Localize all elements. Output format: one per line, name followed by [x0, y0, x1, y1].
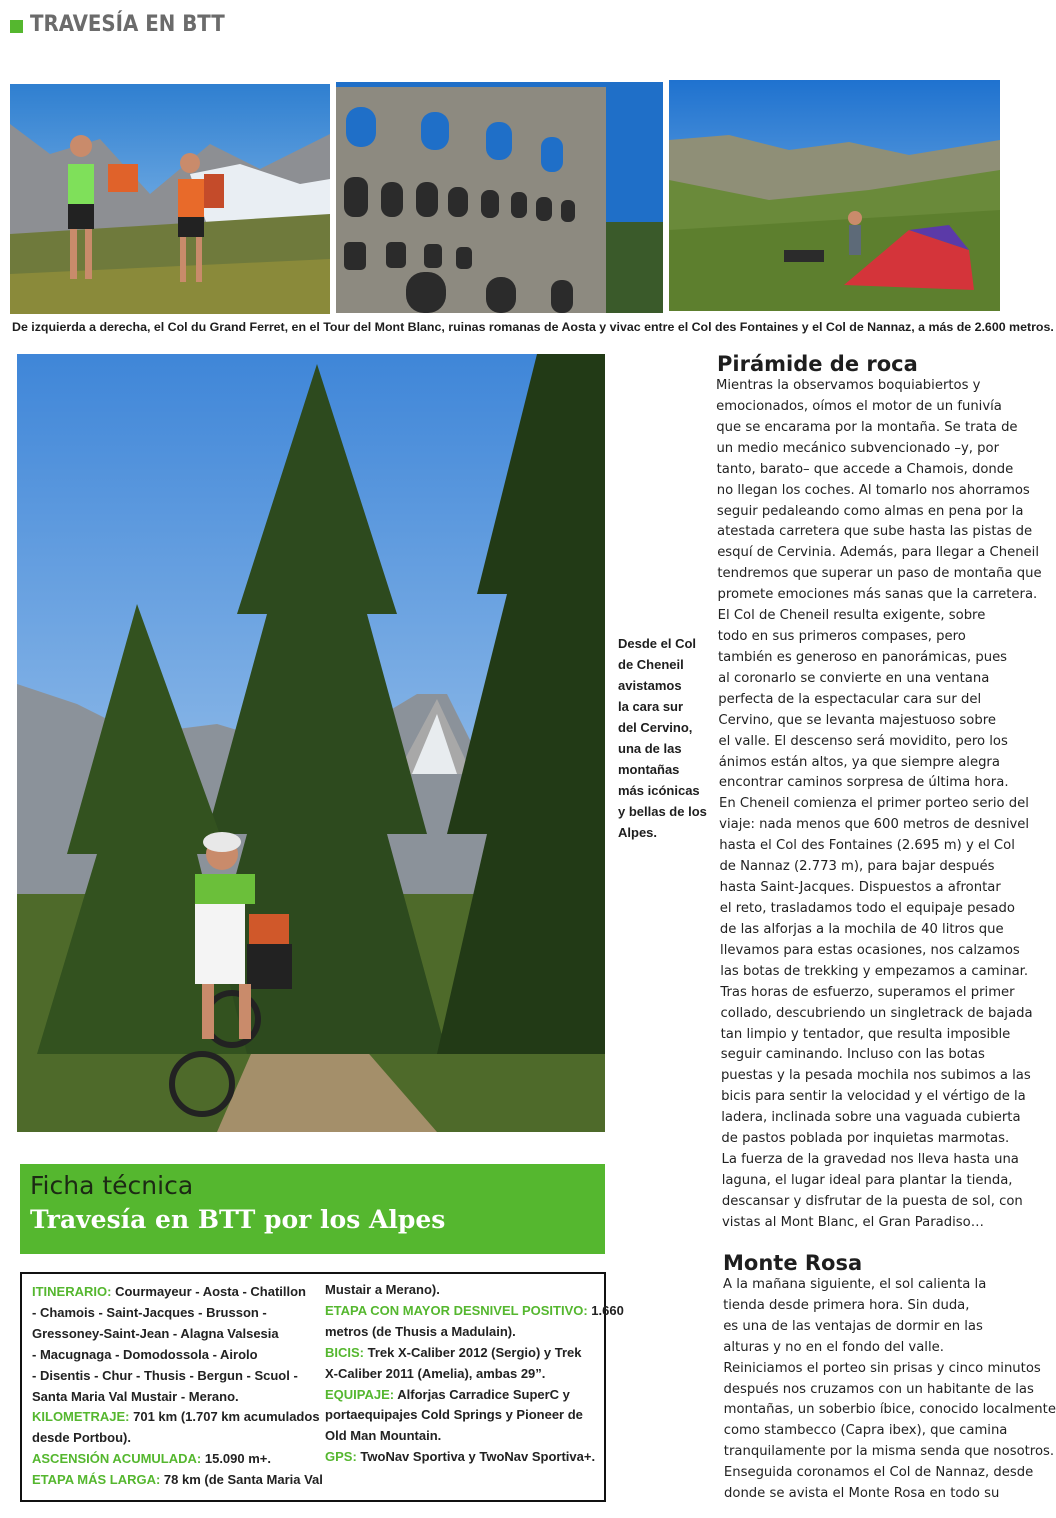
paragraph-line: seguir pedaleando como almas en pena por la: [716, 503, 1024, 519]
paragraph-line: ladera, inclinada sobre una vaguada cubierta: [721, 1110, 1021, 1126]
paragraph-line: de pastos poblada por inquietas marmotas.: [721, 1131, 1010, 1147]
ficha-row: [32, 1409, 320, 1424]
caption-line: una de las: [618, 741, 682, 756]
hikers-photo: [10, 84, 330, 314]
caption-line: avistamos: [618, 678, 682, 693]
paragraph-line: montañas, un soberbio íbice, conocido localmente: [723, 1402, 1056, 1418]
ficha-value: Santa Maria Val Mustair - Merano.: [32, 1388, 239, 1404]
ficha-right-column: [325, 1282, 624, 1492]
paragraph-line: vistas al Mont Blanc, el Gran Paradiso…: [722, 1214, 984, 1230]
section-body-piramide: [716, 378, 1042, 1248]
paragraph-line: hasta el Col des Fontaines (2.695 m) y el Col: [719, 838, 1015, 854]
paragraph-line: Mientras la observamos boquiabiertos y: [716, 378, 981, 393]
caption-line: de Cheneil: [618, 657, 684, 672]
ficha-label: KILOMETRAJE:: [32, 1409, 130, 1425]
ficha-label: ETAPA CON MAYOR DESNIVEL POSITIVO:: [325, 1302, 588, 1318]
paragraph-line: hasta Saint-Jacques. Dispuestos a afrontar: [719, 880, 1001, 896]
paragraph-line: después nos cruzamos con un habitante de las: [723, 1381, 1034, 1397]
section-title: TRAVESÍA EN BTT: [30, 12, 225, 37]
paragraph-line: descansar y disfrutar de la puesta de sol, con: [721, 1193, 1023, 1209]
ficha-label: ITINERARIO:: [32, 1284, 112, 1299]
paragraph-line: todo en sus primeros compases, pero: [717, 629, 966, 645]
paragraph-line: las botas de trekking y empezamos a caminar.: [720, 963, 1029, 979]
ficha-label: ASCENSIÓN ACUMULADA:: [32, 1451, 202, 1467]
paragraph-line: tendremos que superar un paso de montaña que: [717, 566, 1042, 582]
paragraph-line: llevamos para estas ocasiones, nos calzamos: [720, 942, 1020, 958]
ficha-value: - Macugnaga - Domodossola - Airolo: [32, 1346, 258, 1362]
paragraph-line: donde se avista el Monte Rosa en todo su: [724, 1486, 1000, 1501]
ficha-row: [32, 1368, 298, 1383]
paragraph-line: ánimos están altos, ya que siempre alegra: [718, 754, 1000, 770]
paragraph-line: La fuerza de la gravedad nos lleva hasta una: [721, 1152, 1019, 1168]
ficha-row: [325, 1449, 595, 1464]
ficha-value: desde Portbou).: [32, 1430, 131, 1446]
ficha-row: [32, 1430, 131, 1445]
ficha-label: EQUIPAJE:: [325, 1386, 395, 1402]
ficha-row: [325, 1345, 582, 1360]
ficha-value: Mustair a Merano).: [325, 1282, 440, 1297]
paragraph-line: collado, descubriendo un singletrack de bajada: [720, 1005, 1033, 1021]
ficha-row: [32, 1284, 306, 1299]
ficha-value: - Chamois - Saint-Jacques - Brusson -: [32, 1304, 267, 1320]
ficha-row: [325, 1324, 516, 1339]
ficha-row: [325, 1366, 545, 1381]
ficha-row: [325, 1303, 624, 1318]
section-body-monte-rosa: [723, 1277, 1056, 1512]
cyclist-forest-photo: [17, 354, 605, 1132]
caption-line: más icónicas: [618, 783, 700, 798]
ficha-value: Old Man Mountain.: [325, 1428, 442, 1444]
paragraph-line: alturas y no en el fondo del valle.: [723, 1339, 944, 1355]
ficha-subtitle: Travesía en BTT por los Alpes: [30, 1205, 446, 1234]
paragraph-line: como stambecco (Capra ibex), que camina: [723, 1423, 1008, 1439]
ficha-left-column: [32, 1284, 322, 1494]
ficha-value: metros (de Thusis a Madulain).: [325, 1323, 516, 1339]
ficha-row: [325, 1387, 570, 1402]
ficha-row: [32, 1347, 258, 1362]
ficha-value: Alforjas Carradice SuperC y: [394, 1386, 570, 1402]
ficha-title: Ficha técnica: [30, 1171, 194, 1200]
ficha-label: GPS:: [325, 1449, 357, 1465]
ficha-value: Trek X-Caliber 2012 (Sergio) y Trek: [364, 1344, 582, 1360]
section-marker: [10, 20, 23, 33]
paragraph-line: tanto, barato– que accede a Chamois, donde: [716, 461, 1014, 477]
paragraph-line: El Col de Cheneil resulta exigente, sobre: [717, 608, 986, 624]
ficha-value: 1.660: [587, 1302, 624, 1318]
caption-line: montañas: [618, 762, 680, 777]
camp-tent-photo: [669, 80, 1000, 311]
paragraph-line: emocionados, oímos el motor de un funivía: [716, 398, 1002, 414]
paragraph-line: el reto, trasladamos todo el equipaje pesado: [719, 901, 1015, 916]
paragraph-line: viaje: nada menos que 600 metros de desnivel: [719, 817, 1030, 833]
paragraph-line: tranquilamente por la misma senda que nosotros.: [723, 1444, 1055, 1460]
paragraph-line: laguna, el lugar ideal para plantar la tienda,: [721, 1172, 1013, 1188]
ficha-row: [325, 1407, 583, 1422]
paragraph-line: un medio mecánico subvencionado –y, por: [716, 440, 999, 456]
paragraph-line: Reiniciamos el porteo sin prisas y cinco minutos: [723, 1360, 1041, 1376]
ficha-value: TwoNav Sportiva y TwoNav Sportiva+.: [356, 1449, 596, 1465]
paragraph-line: esquí de Cervinia. Además, para llegar a Cheneil: [717, 545, 1039, 561]
caption-line: Alpes.: [618, 825, 658, 840]
paragraph-line: tienda desde primera hora. Sin duda,: [723, 1297, 970, 1313]
paragraph-line: de las alforjas a la mochila de 40 litros que: [719, 921, 1004, 937]
ficha-row: [32, 1451, 271, 1466]
paragraph-line: atestada carretera que sube hasta las pistas de: [717, 524, 1033, 540]
paragraph-line: seguir caminando. Incluso con las botas: [720, 1047, 985, 1063]
paragraph-line: perfecta de la espectacular cara sur del: [718, 691, 982, 707]
ficha-row: [32, 1389, 239, 1404]
paragraph-line: tan limpio y tentador, que resulta imposible: [720, 1026, 1011, 1042]
ficha-value: portaequipajes Cold Springs y Pioneer de: [325, 1407, 583, 1423]
paragraph-line: encontrar caminos sorpresa de última hora.: [718, 775, 1009, 791]
roman-ruins-photo: [336, 82, 663, 313]
ficha-value: 78 km (de Santa Maria Val: [160, 1472, 323, 1488]
paragraph-line: es una de las ventajas de dormir en las: [723, 1318, 983, 1334]
ficha-row: [32, 1305, 267, 1320]
caption-line: Desde el Col: [618, 636, 697, 651]
ficha-row: [325, 1282, 440, 1297]
paragraph-line: el valle. El descenso será movidito, pero los: [718, 733, 1008, 749]
ficha-value: 15.090 m+.: [201, 1451, 271, 1467]
paragraph-line: En Cheneil comienza el primer porteo serio del: [719, 796, 1029, 812]
caption-line: del Cervino,: [618, 720, 693, 735]
ficha-value: - Disentis - Chur - Thusis - Bergun - Scuol -: [32, 1367, 298, 1383]
side-caption: [618, 633, 713, 843]
photo-caption: De izquierda a derecha, el Col du Grand Ferret, en el Tour del Mont Blanc, ruinas romanas de Aosta y vivac entre el Col des Fontaines y el Col de Nannaz, a más de 2.600 metros.: [12, 320, 1054, 334]
ficha-value: Gressoney-Saint-Jean - Alagna Valsesia: [32, 1325, 279, 1341]
paragraph-line: promete emociones más sanas que la carretera.: [717, 587, 1038, 603]
paragraph-line: que se encarama por la montaña. Se trata de: [716, 419, 1018, 435]
ficha-value: 701 km (1.707 km acumulados: [129, 1409, 320, 1425]
caption-line: la cara sur: [618, 699, 684, 714]
paragraph-line: puestas y la pesada mochila nos subimos a las: [720, 1068, 1031, 1084]
ficha-row: [32, 1472, 323, 1487]
ficha-row: [32, 1326, 279, 1341]
ficha-row: [325, 1428, 441, 1443]
paragraph-line: Enseguida coronamos el Col de Nannaz, desde: [723, 1465, 1034, 1481]
paragraph-line: no llegan los coches. Al tomarlo nos ahorramos: [716, 482, 1030, 498]
paragraph-line: Tras horas de esfuerzo, superamos el primer: [720, 984, 1015, 1000]
ficha-value: X-Caliber 2011 (Amelia), ambas 29”.: [325, 1365, 546, 1381]
paragraph-line: A la mañana siguiente, el sol calienta la: [723, 1277, 987, 1292]
ficha-label: BICIS:: [325, 1344, 364, 1360]
caption-line: y bellas de los: [618, 804, 707, 819]
section-heading-monte-rosa: Monte Rosa: [723, 1251, 863, 1275]
paragraph-line: al coronarlo se convierte en una ventana: [718, 670, 990, 686]
paragraph-line: bicis para sentir la velocidad y el vértigo de la: [721, 1089, 1026, 1105]
ficha-label: ETAPA MÁS LARGA:: [32, 1472, 161, 1488]
ficha-value: Courmayeur - Aosta - Chatillon: [111, 1284, 306, 1299]
paragraph-line: de Nannaz (2.773 m), para bajar después: [719, 859, 995, 875]
paragraph-line: Cervino, que se levanta majestuoso sobre: [718, 712, 996, 728]
paragraph-line: también es generoso en panorámicas, pues: [717, 649, 1008, 665]
section-heading-piramide: Pirámide de roca: [717, 352, 918, 376]
